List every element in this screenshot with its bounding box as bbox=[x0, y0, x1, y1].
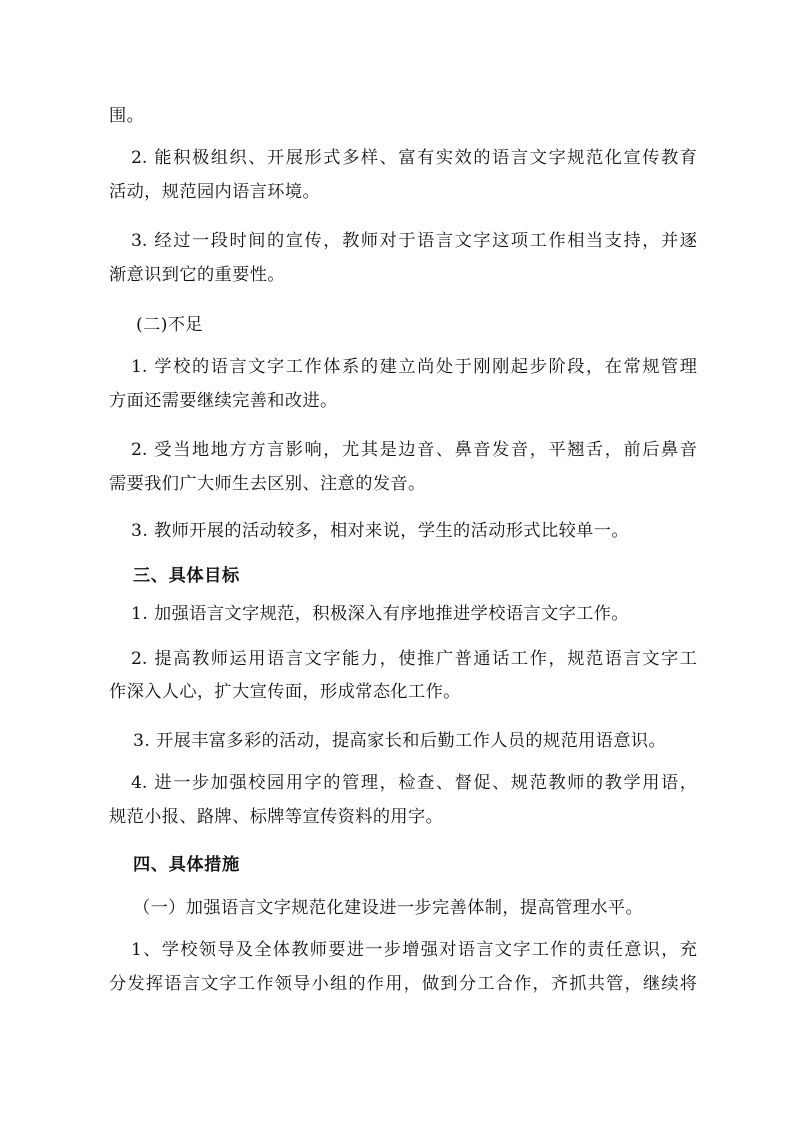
text-line: 1、学校领导及全体教师要进一步增强对语言文字工作的责任意识，充 bbox=[131, 940, 697, 960]
text-line: 方面还需要继续完善和改进。 bbox=[109, 391, 338, 411]
text-line: 2. 提高教师运用语言文字能力，使推广普通话工作，规范语言文字工 bbox=[131, 649, 697, 669]
text-line: 渐意识到它的重要性。 bbox=[109, 265, 285, 285]
text-line: 活动，规范园内语言环境。 bbox=[109, 182, 321, 202]
text-line: 需要我们广大师生去区别、注意的发音。 bbox=[109, 474, 426, 494]
text-line: 围。 bbox=[109, 106, 145, 126]
text-line: 2. 受当地地方方言影响，尤其是边音、鼻音发音，平翘舌，前后鼻音 bbox=[131, 440, 697, 460]
section-heading: 三、具体目标 bbox=[133, 566, 240, 586]
text-line: 3. 教师开展的活动较多，相对来说，学生的活动形式比较单一。 bbox=[131, 521, 629, 541]
text-line: 3. 经过一段时间的宣传，教师对于语言文字这项工作相当支持，并逐 bbox=[131, 231, 697, 251]
subsection-heading: (二)不足 bbox=[136, 315, 203, 335]
text-line: 1. 学校的语言文字工作体系的建立尚处于刚刚起步阶段，在常规管理 bbox=[131, 357, 697, 377]
text-line: 规范小报、路牌、标牌等宣传资料的用字。 bbox=[109, 807, 444, 827]
text-line: 1. 加强语言文字规范，积极深入有序地推进学校语言文字工作。 bbox=[131, 604, 629, 624]
subsection-heading: （一）加强语言文字规范化建设进一步完善体制，提高管理水平。 bbox=[133, 898, 644, 918]
text-line: 分发挥语言文字工作领导小组的作用，做到分工合作，齐抓共管，继续将 bbox=[109, 974, 697, 994]
text-line: 作深入人心，扩大宣传面，形成常态化工作。 bbox=[109, 682, 461, 702]
section-heading: 四、具体措施 bbox=[133, 855, 240, 875]
text-line: 2. 能积极组织、开展形式多样、富有实效的语言文字规范化宣传教育 bbox=[131, 148, 697, 168]
text-line: 3. 开展丰富多彩的活动，提高家长和后勤工作人员的规范用语意识。 bbox=[133, 731, 667, 751]
text-line: 4. 进一步加强校园用字的管理，检查、督促、规范教师的教学用语， bbox=[131, 773, 697, 793]
